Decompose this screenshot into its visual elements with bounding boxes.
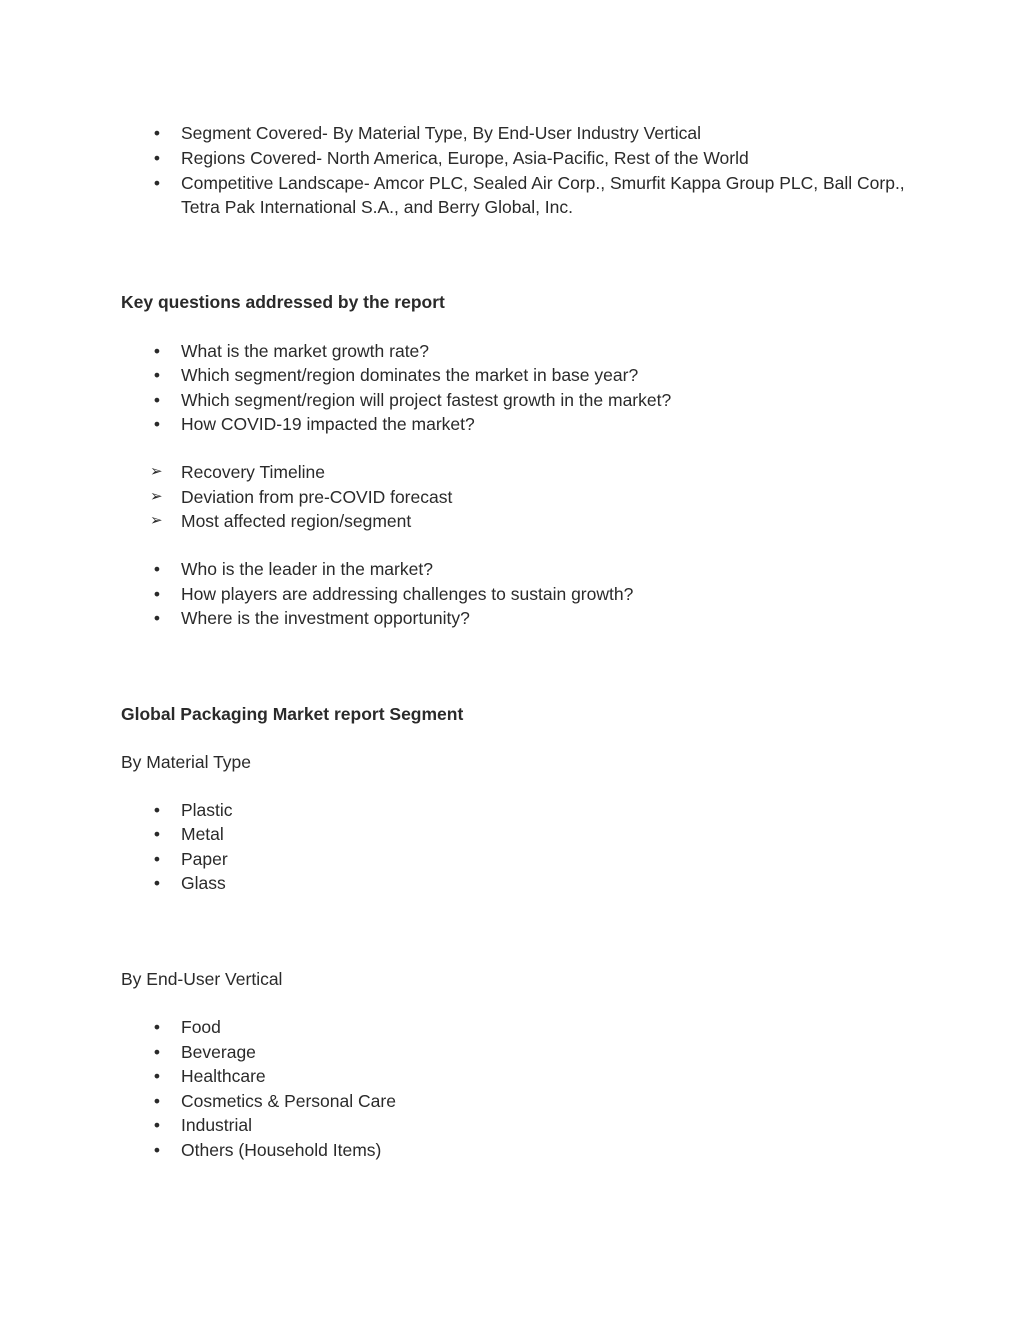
list-item: Cosmetics & Personal Care xyxy=(181,1091,396,1111)
arrow-bullet-icon: ➢ xyxy=(150,463,163,480)
list-item: Which segment/region will project fastest growth in the market? xyxy=(181,390,672,410)
section-heading-segment: Global Packaging Market report Segment xyxy=(121,704,464,724)
bullet-icon: • xyxy=(153,365,161,385)
bullet-icon: • xyxy=(153,341,161,361)
bullet-icon: • xyxy=(153,559,161,579)
bullet-icon: • xyxy=(153,873,161,893)
list-item-continuation: Tetra Pak International S.A., and Berry Global, Inc. xyxy=(181,197,574,217)
section-heading-key-questions: Key questions addressed by the report xyxy=(121,292,445,312)
list-item: Industrial xyxy=(181,1115,253,1135)
bullet-icon: • xyxy=(153,1140,161,1160)
bullet-icon: • xyxy=(153,1042,161,1062)
list-item: Paper xyxy=(181,849,228,869)
list-item: Who is the leader in the market? xyxy=(181,559,433,579)
list-item: How players are addressing challenges to sustain growth? xyxy=(181,584,634,604)
list-item: Beverage xyxy=(181,1042,256,1062)
list-item: Recovery Timeline xyxy=(181,462,325,482)
list-item: Others (Household Items) xyxy=(181,1140,382,1160)
bullet-icon: • xyxy=(153,608,161,628)
list-item: What is the market growth rate? xyxy=(181,341,430,361)
bullet-icon: • xyxy=(153,800,161,820)
bullet-icon: • xyxy=(153,849,161,869)
arrow-bullet-icon: ➢ xyxy=(150,512,163,529)
bullet-icon: • xyxy=(153,414,161,434)
bullet-icon: • xyxy=(153,148,161,168)
list-item: Glass xyxy=(181,873,226,893)
subheading-end-user-vertical: By End-User Vertical xyxy=(121,969,283,989)
bullet-icon: • xyxy=(153,123,161,143)
list-item: Healthcare xyxy=(181,1066,266,1086)
bullet-icon: • xyxy=(153,824,161,844)
bullet-icon: • xyxy=(153,584,161,604)
list-item: Segment Covered- By Material Type, By End-User Industry Vertical xyxy=(181,123,702,143)
list-item: How COVID-19 impacted the market? xyxy=(181,414,475,434)
bullet-icon: • xyxy=(153,1115,161,1135)
bullet-icon: • xyxy=(153,1017,161,1037)
list-item: Regions Covered- North America, Europe, Asia-Pacific, Rest of the World xyxy=(181,148,749,168)
arrow-bullet-icon: ➢ xyxy=(150,488,163,505)
list-item: Food xyxy=(181,1017,221,1037)
list-item: Competitive Landscape- Amcor PLC, Sealed Air Corp., Smurfit Kappa Group PLC, Ball Corp., xyxy=(181,173,905,193)
bullet-icon: • xyxy=(153,1091,161,1111)
list-item: Deviation from pre-COVID forecast xyxy=(181,487,453,507)
bullet-icon: • xyxy=(153,1066,161,1086)
subheading-material-type: By Material Type xyxy=(121,752,252,772)
list-item: Plastic xyxy=(181,800,233,820)
list-item: Which segment/region dominates the market in base year? xyxy=(181,365,639,385)
bullet-icon: • xyxy=(153,390,161,410)
list-item: Metal xyxy=(181,824,224,844)
list-item: Where is the investment opportunity? xyxy=(181,608,470,628)
bullet-icon: • xyxy=(153,173,161,193)
list-item: Most affected region/segment xyxy=(181,511,412,531)
